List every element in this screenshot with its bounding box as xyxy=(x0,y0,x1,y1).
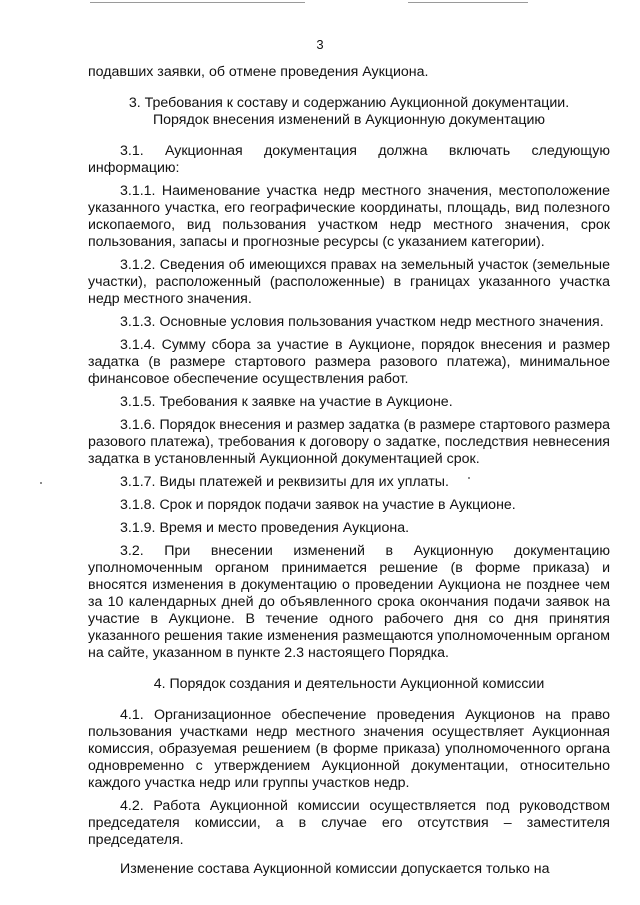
section-3-title-line-2: Порядок внесения изменений в Аукционную документацию xyxy=(152,112,546,128)
scan-edge-line xyxy=(408,2,528,3)
paragraph-3-1-5: 3.1.5. Требования к заявке на участие в Аукционе. xyxy=(120,394,453,410)
paragraph-3-1-2: 3.1.2. Сведения об имеющихся правах на земельный участок (земельные участки), расположенный (расположенные) в границах указанного участка недр местного значения. xyxy=(88,257,610,307)
scan-edge-line xyxy=(90,2,305,3)
paragraph-3-1-4: 3.1.4. Сумму сбора за участие в Аукционе, порядок внесения и размер задатка (в размере стартового размера разового платежа), минимальное финансовое обеспечение осуществления работ. xyxy=(88,337,610,387)
document-body xyxy=(88,64,610,884)
paragraph-3-1-3: 3.1.3. Основные условия пользования участком недр местного значения. xyxy=(120,314,604,330)
paragraph-4-1: 4.1. Организационное обеспечение проведения Аукционов на право пользования участками недр местного значения осуществляет Аукционная комиссия, образуемая решением (в форме приказа) уполномоченного органа одновременно с утверждением Аукционной документации, относительно каждого участка недр или группы участков недр. xyxy=(88,707,610,791)
paragraph-3-1: 3.1. Аукционная документация должна включать следующую информацию: xyxy=(88,143,610,176)
section-4-title: 4. Порядок создания и деятельности Аукционной комиссии xyxy=(153,676,545,692)
paragraph-3-1-8: 3.1.8. Срок и порядок подачи заявок на участие в Аукционе. xyxy=(120,497,516,513)
paragraph-3-1-7: 3.1.7. Виды платежей и реквизиты для их уплаты. xyxy=(120,474,449,490)
section-3-title xyxy=(88,95,610,129)
paragraph-3-1-1: 3.1.1. Наименование участка недр местного значения, местоположение указанного участка, его географические координаты, площадь, вид полезного ископаемого, вид пользования участком недр местного значения, срок пользования, запасы и прогнозные ресурсы (с указанием категории). xyxy=(88,183,610,250)
paragraph-3-1-6: 3.1.6. Порядок внесения и размер задатка (в размере стартового размера разового платежа), требования к договору о задатке, последствия невнесения задатка в установленный Аукционной документацией срок. xyxy=(88,417,610,467)
paragraph-4-2-continued: Изменение состава Аукционной комиссии допускается только на xyxy=(120,861,550,877)
paragraph-4-2: 4.2. Работа Аукционной комиссии осуществляется под руководством председателя комиссии, а в случае его отсутствия – заместителя председателя. xyxy=(88,798,610,848)
page-number: 3 xyxy=(316,37,324,52)
paragraph-3-1-9: 3.1.9. Время и место проведения Аукциона. xyxy=(120,520,410,536)
intro-text: подавших заявки, об отмене проведения Аукциона. xyxy=(88,64,429,80)
paragraph-3-2: 3.2. При внесении изменений в Аукционную документацию уполномоченным органом принимается решение (в форме приказа) и вносятся изменения в документацию о проведении Аукциона не позднее чем за 10 календарных дней до объявленного срока окончания подачи заявок на участие в Аукционе. В течение одного рабочего дня со дня принятия указанного решения такие изменения размещаются уполномоченным органом на сайте, указанном в пункте 2.3 настоящего Порядка. xyxy=(88,543,610,661)
scan-speck xyxy=(40,482,42,484)
section-3-title-line-1: 3. Требования к составу и содержанию Аукционной документации. xyxy=(128,95,570,111)
